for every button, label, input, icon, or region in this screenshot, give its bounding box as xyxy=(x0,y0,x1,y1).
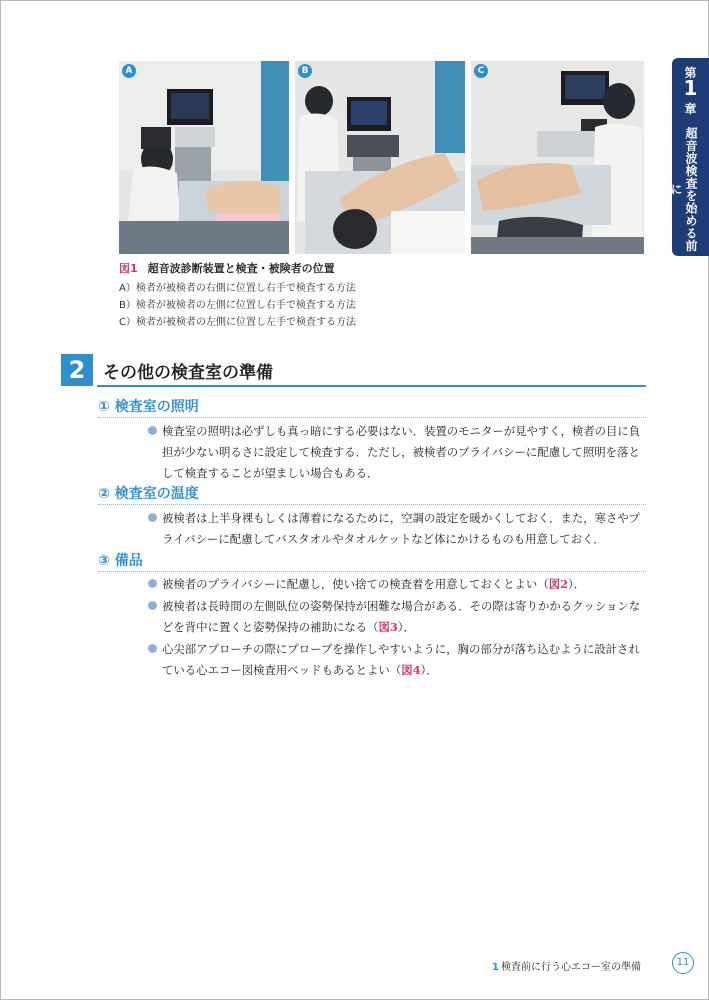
figure-number: 図1 xyxy=(119,262,138,275)
photo-a-image xyxy=(119,61,289,254)
photo-b xyxy=(295,61,465,254)
chapter-tab-number: 1 xyxy=(683,76,698,100)
bullet-bed xyxy=(148,639,648,681)
chapter-tab xyxy=(669,58,709,256)
photo-c-image xyxy=(471,61,644,254)
bullet-text-main: 心尖部アプローチの際にプローブを操作しやすいように，胸の部分が落ち込むように設計されている心エコー図検査用ベッドもあるとよい（ xyxy=(162,642,640,677)
bullet-text-end: ）． xyxy=(397,620,415,634)
footer-chapter-number: 1 xyxy=(492,962,499,973)
subsection-heading-supplies: ③ 備品 xyxy=(98,553,143,569)
section-number: 2 xyxy=(61,354,93,386)
figure-ref-4[interactable]: 図4 xyxy=(401,663,421,677)
bullet-text xyxy=(148,574,648,595)
bullet-text xyxy=(148,596,648,638)
bullet-temperature xyxy=(148,508,648,550)
photo-b-badge: B xyxy=(298,64,312,78)
section-rule xyxy=(97,385,646,387)
bullet-text-end: ）． xyxy=(420,663,438,677)
photo-c xyxy=(471,61,644,254)
subsection-heading-lighting: ① 検査室の照明 xyxy=(98,399,199,415)
figure-title-text: 超音波診断装置と検査・被険者の位置 xyxy=(147,262,335,275)
chapter-tab-dai: 第 xyxy=(684,66,697,80)
figure-ref-2[interactable]: 図2 xyxy=(548,577,569,591)
bullet-text-main: 被検者のプライバシーに配慮し，使い捨ての検査着を用意しておくとよい（ xyxy=(162,577,549,591)
subsection-rule-lighting xyxy=(98,417,646,418)
bullet-dot xyxy=(148,513,157,522)
bullet-dot xyxy=(148,579,157,588)
subsection-rule-temperature xyxy=(98,504,646,505)
photo-a-badge: A xyxy=(122,64,136,78)
bullet-text: 検査室の照明は必ずしも真っ暗にする必要はない．装置のモニターが見やすく，検者の目に負担が少ない明るさに設定して検査する．ただし，被検者のプライバシーに配慮して照明を落として検査することが望ましい場合もある． xyxy=(162,424,641,480)
chapter-tab-title: 超音波検査を始める前に xyxy=(669,126,698,252)
photo-b-image xyxy=(295,61,465,254)
bullet-dot xyxy=(148,644,157,653)
footer-running-title: 検査前に行う心エコー室の準備 xyxy=(501,962,641,973)
subsection-rule-supplies xyxy=(98,571,646,572)
figure-title xyxy=(119,260,335,276)
bullet-lighting xyxy=(148,421,648,484)
bullet-dot xyxy=(148,426,157,435)
section-title: その他の検査室の準備 xyxy=(103,363,273,383)
page-number: 11 xyxy=(672,952,694,974)
subsection-heading-temperature: ② 検査室の温度 xyxy=(98,486,199,502)
figure-caption-b: B）検者が被検者の左側に位置し右手で検査する方法 xyxy=(119,300,356,311)
bullet-text-end: ）． xyxy=(568,577,586,591)
chapter-tab-sho: 章 xyxy=(684,102,697,116)
bullet-text-main: 被検者は長時間の左側臥位の姿勢保持が困難な場合がある．その際は寄りかかるクッションなどを背中に置くと姿勢保持の補助になる（ xyxy=(162,599,641,634)
running-footer xyxy=(492,958,641,973)
bullet-text xyxy=(148,639,648,681)
bullet-dot xyxy=(148,601,157,610)
bullet-gown xyxy=(148,574,648,595)
bullet-text: 被検者は上半身裸もしくは薄着になるために，空調の設定を暖かくしておく．また，寒さやプライバシーに配慮してバスタオルやタオルケットなど体にかけるものも用意しておく． xyxy=(162,511,641,546)
photo-c-badge: C xyxy=(474,64,488,78)
bullet-cushion xyxy=(148,596,648,638)
figure-ref-3[interactable]: 図3 xyxy=(378,620,398,634)
photo-a xyxy=(119,61,289,254)
figure-caption-a: A）検者が被検者の右側に位置し右手で検査する方法 xyxy=(119,283,356,294)
figure-caption-c: C）検者が被検者の左側に位置し左手で検査する方法 xyxy=(119,317,356,328)
